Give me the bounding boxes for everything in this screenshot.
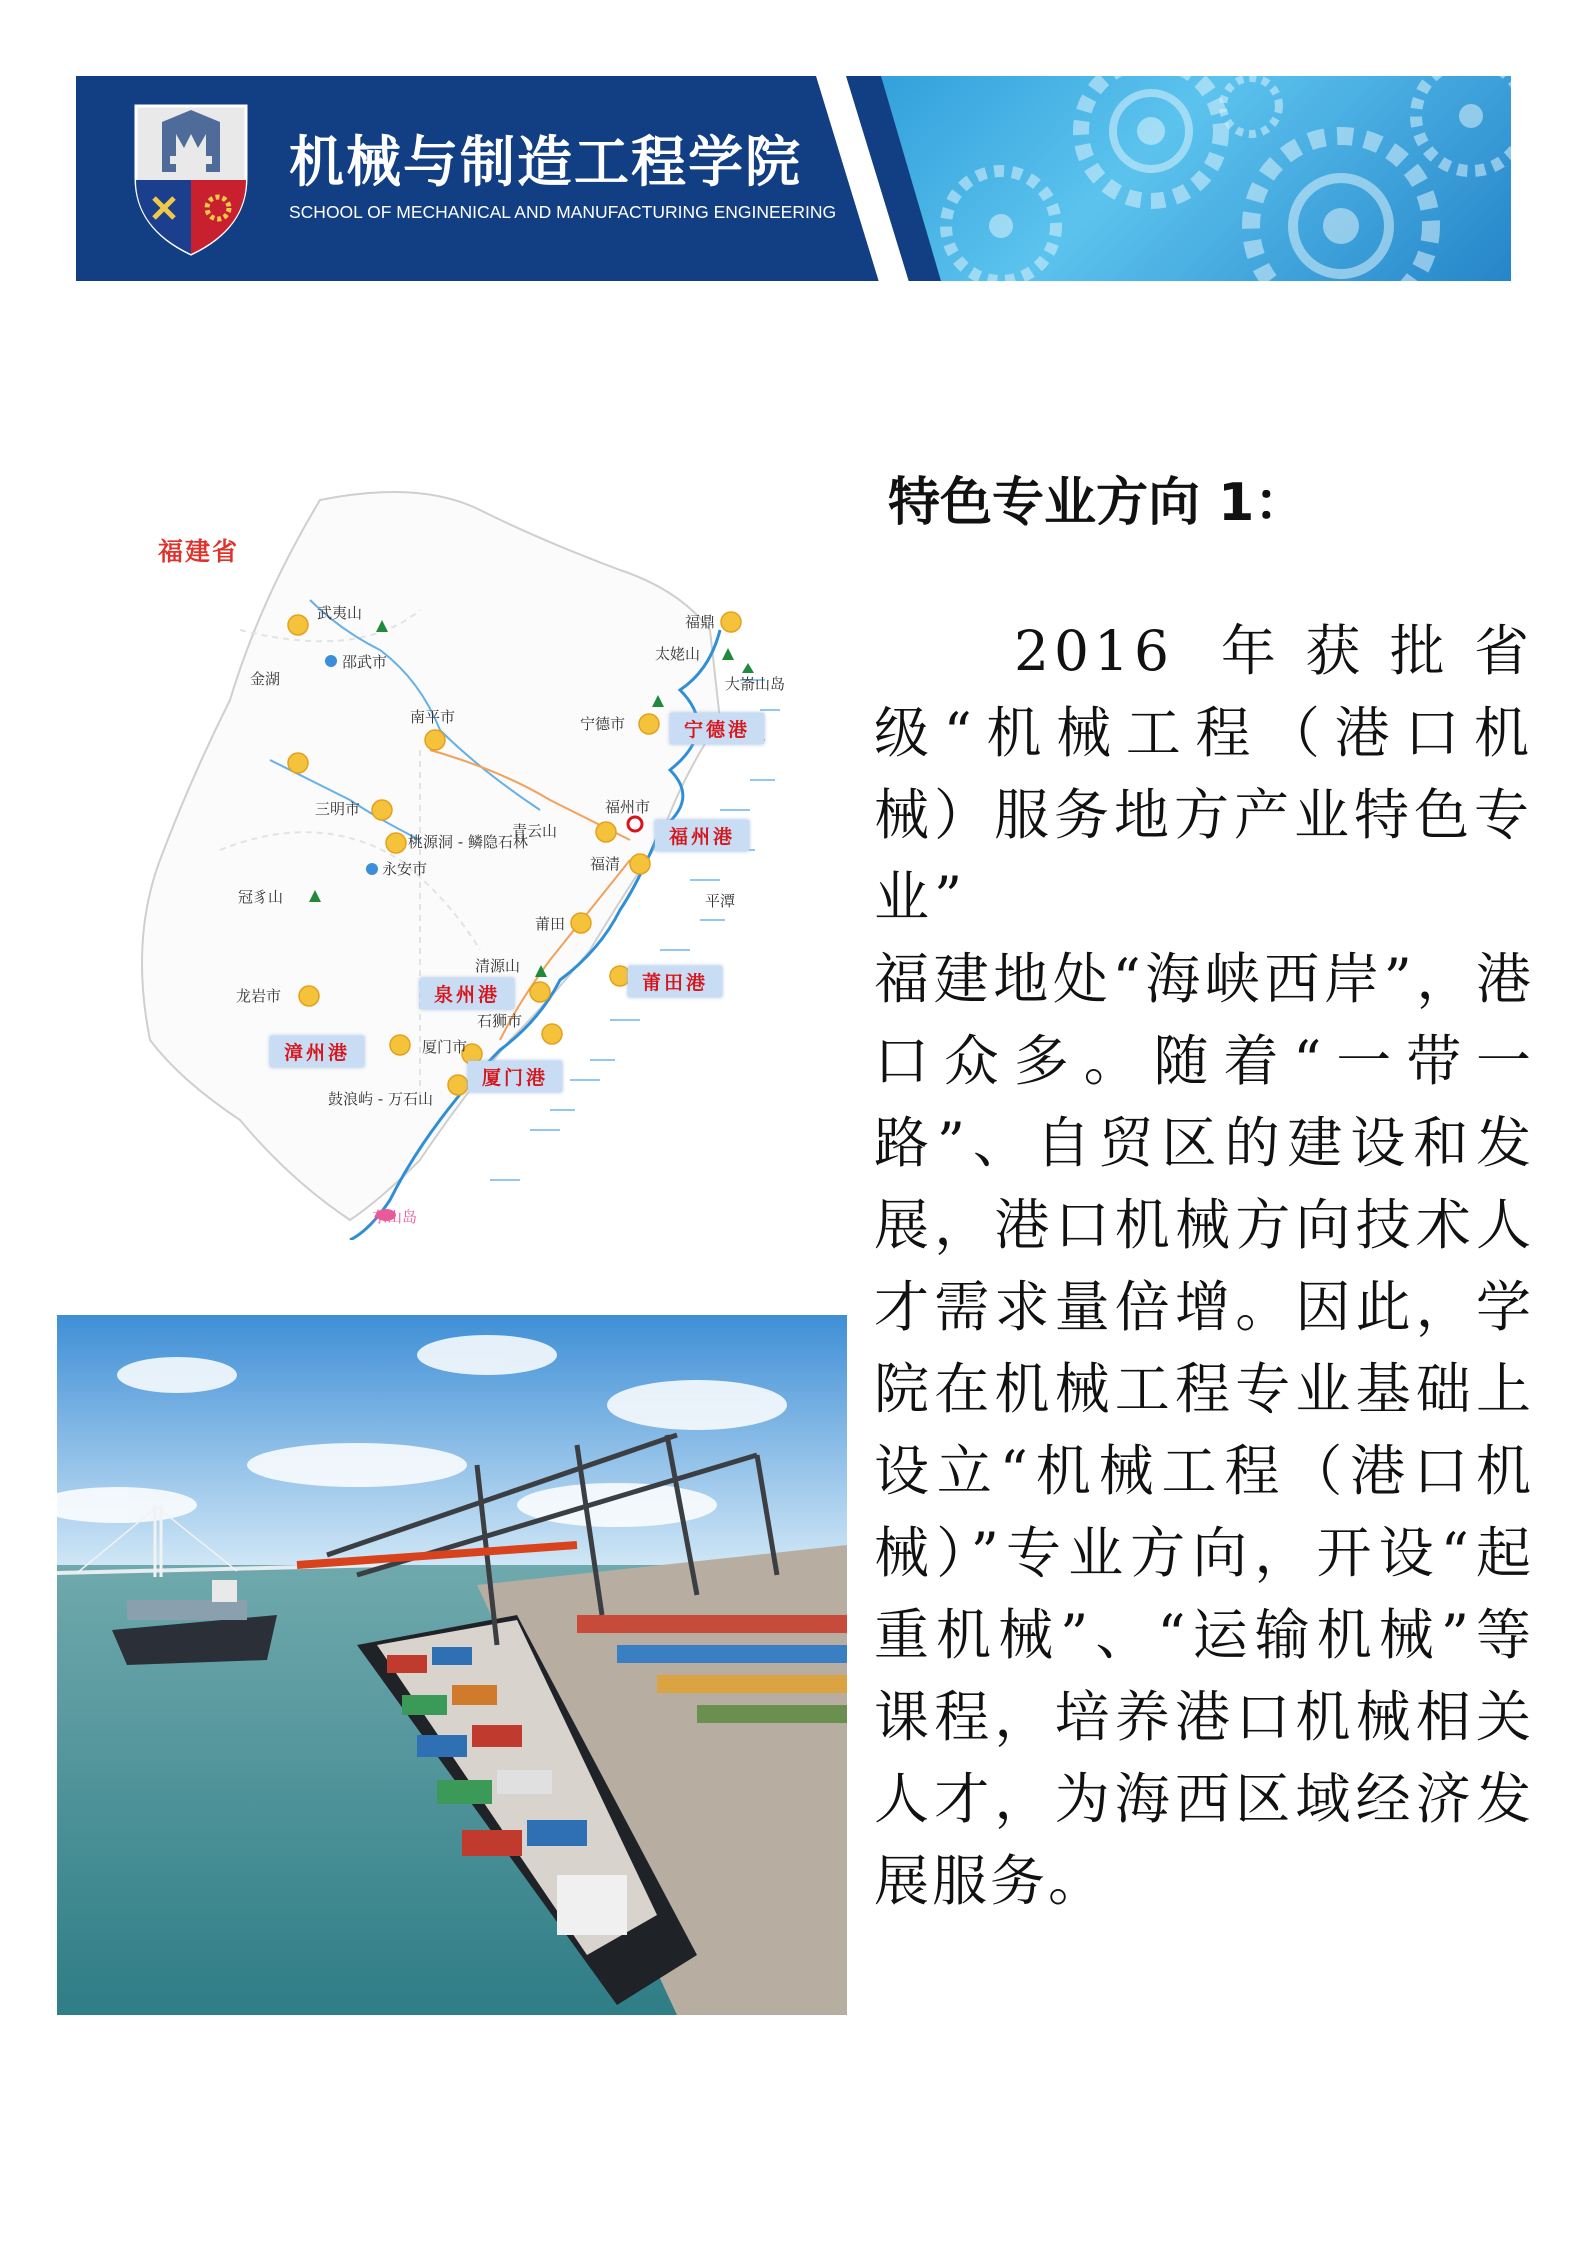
map-label-shishi: 石狮市 [477,1012,523,1030]
gears-icon [821,76,1511,281]
school-name-english: SCHOOL OF MECHANICAL AND MANUFACTURING ENGINEERING [289,202,837,222]
port-label-putian: 莆田港 [628,966,722,997]
map-label-gulangyu: 鼓浪屿 - 万石山 [328,1090,433,1108]
header-banner [76,76,1511,281]
port-label-xiamen: 厦门港 [468,1061,562,1092]
map-label-fuding: 福鼎 [685,613,716,631]
map-label-taoyuandong: 桃源洞 - 鳞隐石林 [408,833,528,851]
description-text [874,610,1534,1922]
map-label-sanming: 三明市 [315,800,361,818]
school-name: 机械与制造工程学院 [289,130,803,194]
map-label-fuzhou: 福州市 [605,798,651,816]
gears-background [821,76,1511,281]
map-label-wuyishan: 武夷山 [317,604,363,622]
paragraph-description: 福建地处“海峡西岸”，港口众多。随着“一带一路”、自贸区的建设和发展，港口机械方向技术人才需求量倍增。因此，学院在机械工程专业基础上设立“机械工程（港口机械）”专业方向，开设“起重机械”、“运输机械”等课程，培养港口机械相关人才，为海西区域经济发展服务。 [874,947,1534,1913]
map-label-guanzhishan: 冠豸山 [238,888,284,906]
map-label-nanping: 南平市 [410,708,456,726]
map-label-putian: 莆田 [535,915,566,933]
map-outline [120,480,840,1240]
port-label-zhangzhou: 漳州港 [270,1036,364,1067]
map-label-taimushan: 太姥山 [655,645,701,663]
map-label-yongan: 永安市 [382,860,428,878]
port-label-fuzhou: 福州港 [655,820,749,851]
map-label-qingyunshan: 青云山 [512,822,558,840]
map-label-qingyuanshan: 清源山 [475,957,521,975]
map-label-ningde: 宁德市 [580,715,626,733]
map-label-xiamen: 厦门市 [422,1038,468,1056]
port-photo [57,1315,847,2015]
map-label-pingtan: 平潭 [705,892,736,910]
port-label-ningde: 宁德港 [670,713,764,744]
school-logo-icon [132,98,250,258]
map-label-dayushan: 大嵛山岛 [725,675,786,693]
province-label: 福建省 [158,537,240,566]
map-label-jinhu: 金湖 [250,670,281,688]
map-label-longyan: 龙岩市 [236,987,282,1005]
container-port-image [57,1315,847,2015]
map-label-fuqing: 福清 [590,855,621,873]
fujian-port-map [120,480,840,1240]
map-label-shaowu: 邵武市 [342,653,388,671]
paragraph-award: 2016 年获批省级“机械工程（港口机械）服务地方产业特色专业” [874,619,1535,929]
section-heading: 特色专业方向 1： [888,473,1307,533]
map-label-dongshandao: 东山岛 [372,1208,418,1226]
port-label-quanzhou: 泉州港 [420,978,514,1009]
